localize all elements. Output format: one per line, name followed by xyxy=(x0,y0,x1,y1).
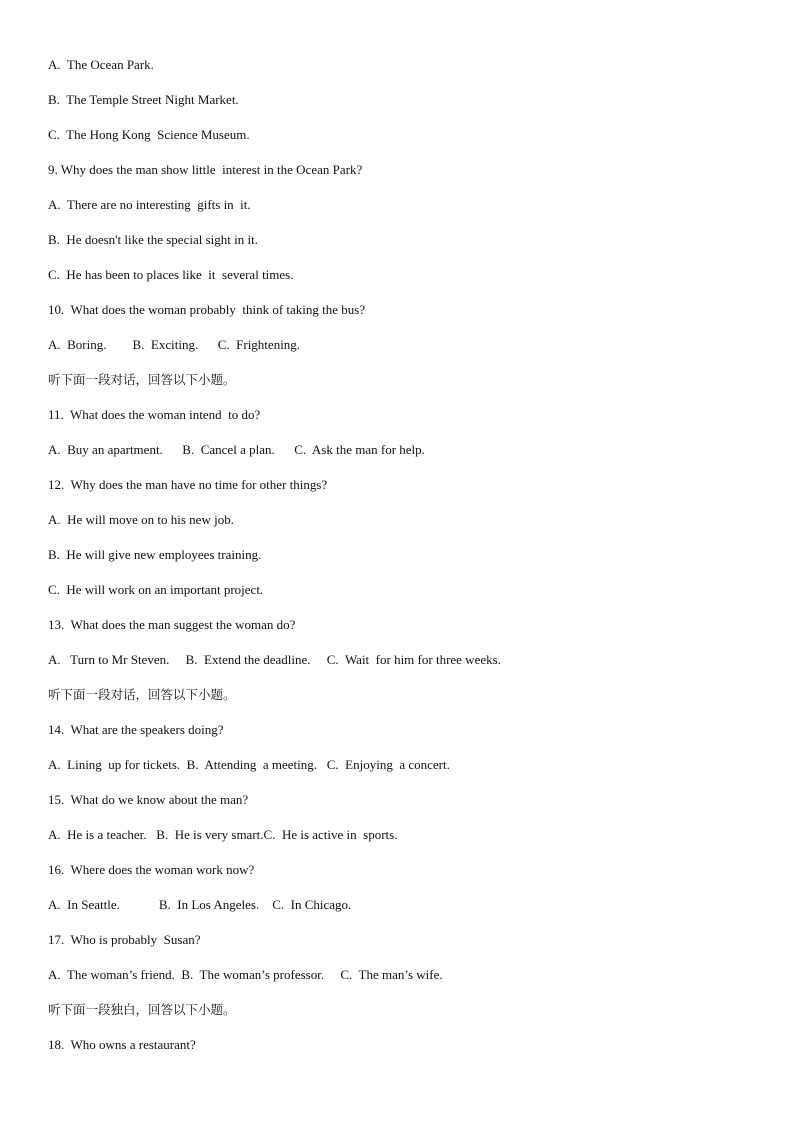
question-line: 11. What does the woman intend to do? xyxy=(48,407,261,422)
option-line: C. He has been to places like it several times. xyxy=(48,267,294,282)
option-line: A. The Ocean Park. xyxy=(48,57,154,72)
section-instruction: 听下面一段独白，回答以下小题。 xyxy=(48,1002,236,1017)
option-line: A. The woman’s friend. B. The woman’s professor. C. The man’s wife. xyxy=(48,967,443,982)
option-line: A. He will move on to his new job. xyxy=(48,512,234,527)
question-line: 16. Where does the woman work now? xyxy=(48,862,255,877)
option-line: C. The Hong Kong Science Museum. xyxy=(48,127,250,142)
question-line: 17. Who is probably Susan? xyxy=(48,932,201,947)
option-line: A. Buy an apartment. B. Cancel a plan. C. Ask the man for help. xyxy=(48,442,425,457)
question-line: 18. Who owns a restaurant? xyxy=(48,1037,196,1052)
question-line: 12. Why does the man have no time for other things? xyxy=(48,477,328,492)
option-line: A. Lining up for tickets. B. Attending a meeting. C. Enjoying a concert. xyxy=(48,757,450,772)
question-line: 10. What does the woman probably think of taking the bus? xyxy=(48,302,366,317)
option-line: A. He is a teacher. B. He is very smart.C. He is active in sports. xyxy=(48,827,398,842)
option-line: A. Turn to Mr Steven. B. Extend the deadline. C. Wait for him for three weeks. xyxy=(48,652,501,667)
question-line: 14. What are the speakers doing? xyxy=(48,722,224,737)
option-line: B. The Temple Street Night Market. xyxy=(48,92,239,107)
section-instruction: 听下面一段对话，回答以下小题。 xyxy=(48,372,236,387)
question-line: 13. What does the man suggest the woman do? xyxy=(48,617,296,632)
document-page xyxy=(48,56,768,1071)
section-instruction: 听下面一段对话，回答以下小题。 xyxy=(48,687,236,702)
option-line: B. He doesn't like the special sight in it. xyxy=(48,232,258,247)
option-line: A. Boring. B. Exciting. C. Frightening. xyxy=(48,337,301,352)
question-line: 9. Why does the man show little interest in the Ocean Park? xyxy=(48,162,363,177)
option-line: B. He will give new employees training. xyxy=(48,547,262,562)
question-line: 15. What do we know about the man? xyxy=(48,792,249,807)
option-line: A. There are no interesting gifts in it. xyxy=(48,197,251,212)
option-line: A. In Seattle. B. In Los Angeles. C. In Chicago. xyxy=(48,897,352,912)
option-line: C. He will work on an important project. xyxy=(48,582,264,597)
